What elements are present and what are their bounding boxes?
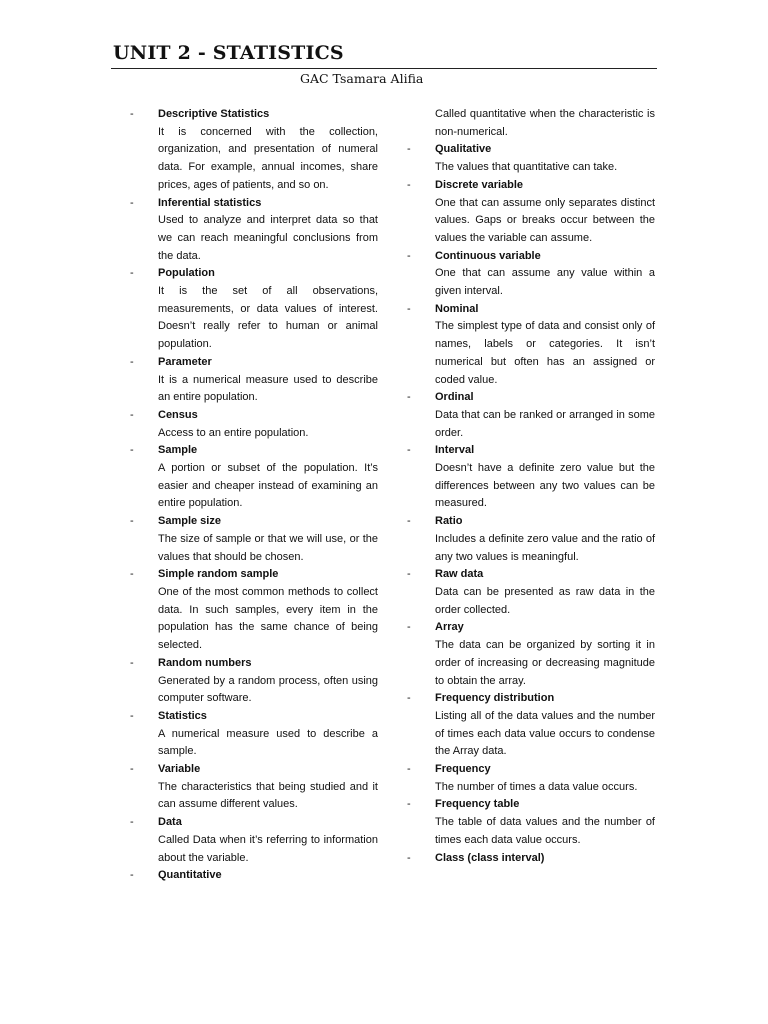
left-glossary-list (130, 106, 378, 885)
bullet-dash: - (407, 851, 411, 864)
glossary-entry (407, 141, 655, 176)
glossary-entry (130, 513, 378, 566)
glossary-entry (130, 407, 378, 442)
glossary-term: Sample (158, 444, 198, 457)
glossary-definition: It is concerned with the collection, organization, and presentation of numeral data. For example, annual incomes, share prices, ages of patients, and so on. (158, 125, 378, 191)
glossary-entry (130, 708, 378, 761)
bullet-dash: - (407, 143, 411, 156)
bullet-dash: - (130, 196, 134, 209)
glossary-term: Variable (158, 763, 201, 776)
glossary-entry (130, 195, 378, 266)
bullet-dash: - (130, 656, 134, 669)
bullet-dash: - (130, 408, 134, 421)
glossary-definition: Includes a definite zero value and the ratio of any two values is meaningful. (435, 532, 655, 563)
glossary-term: Nominal (435, 302, 479, 315)
glossary-entry (130, 265, 378, 354)
glossary-term: Qualitative (435, 143, 492, 156)
glossary-term: Ratio (435, 515, 463, 528)
glossary-definition: A numerical measure used to describe a sample. (158, 727, 378, 758)
glossary-entry (407, 301, 655, 390)
glossary-entry (130, 761, 378, 814)
glossary-entry (407, 248, 655, 301)
left-column (130, 106, 378, 885)
bullet-dash: - (130, 444, 134, 457)
glossary-definition: A portion or subset of the population. It’s easier and cheaper instead of examining an entire population. (158, 462, 378, 510)
glossary-term: Census (158, 408, 198, 421)
glossary-entry (130, 566, 378, 655)
title-divider (111, 68, 657, 69)
bullet-dash: - (130, 108, 134, 120)
glossary-entry (407, 690, 655, 761)
glossary-term: Simple random sample (158, 568, 279, 581)
glossary-term: Continuous variable (435, 249, 541, 262)
glossary-entry (407, 389, 655, 442)
continued-definition: Called quantitative when the characteristic is non-numerical. (435, 108, 655, 138)
bullet-dash: - (407, 178, 411, 191)
glossary-definition: Data that can be ranked or arranged in some order. (435, 408, 655, 439)
bullet-dash: - (130, 515, 134, 528)
bullet-dash: - (130, 709, 134, 722)
bullet-dash: - (130, 355, 134, 368)
glossary-definition: Data can be presented as raw data in the order collected. (435, 585, 655, 616)
glossary-term: Class (class interval) (435, 851, 545, 864)
glossary-entry (407, 761, 655, 796)
glossary-term: Frequency distribution (435, 692, 555, 705)
author-name: GAC Tsamara Alifia (300, 71, 424, 86)
glossary-entry (130, 442, 378, 513)
bullet-dash: - (130, 267, 134, 280)
bullet-dash: - (407, 692, 411, 705)
glossary-entry (407, 850, 655, 868)
glossary-term: Data (158, 816, 182, 829)
glossary-definition: Doesn’t have a definite zero value but the differences between any two values can be measured. (435, 462, 655, 510)
glossary-term: Population (158, 267, 215, 280)
bullet-dash: - (130, 869, 134, 882)
glossary-entry (130, 814, 378, 867)
bullet-dash: - (407, 621, 411, 634)
glossary-entry (407, 566, 655, 619)
glossary-term: Parameter (158, 355, 212, 368)
glossary-definition: The table of data values and the number of times each data value occurs. (435, 816, 655, 846)
glossary-entry (407, 177, 655, 248)
glossary-definition: The data can be organized by sorting it in order of increasing or decreasing magnitude to obtain the array. (435, 639, 655, 687)
bullet-dash: - (130, 816, 134, 829)
glossary-term: Statistics (158, 709, 207, 722)
glossary-definition: Listing all of the data values and the number of times each data value occurs to condense the Array data. (435, 709, 655, 758)
glossary-term: Frequency table (435, 798, 520, 811)
glossary-entry (407, 513, 655, 566)
glossary-definition: The number of times a data value occurs. (435, 780, 638, 793)
glossary-term: Discrete variable (435, 178, 524, 191)
glossary-term: Ordinal (435, 391, 474, 404)
glossary-definition: One that can assume only separates distinct values. Gaps or breaks occur between the values the variable can assume. (435, 196, 655, 244)
glossary-entry (130, 867, 378, 885)
glossary-definition: Called Data when it’s referring to information about the variable. (158, 833, 378, 864)
bullet-dash: - (407, 302, 411, 315)
glossary-entry (407, 442, 655, 513)
glossary-entry (407, 796, 655, 849)
bullet-dash: - (407, 444, 411, 457)
right-column (407, 106, 655, 867)
bullet-dash: - (407, 763, 411, 776)
glossary-entry (407, 619, 655, 690)
glossary-definition: The simplest type of data and consist only of names, labels or categories. It isn’t numerical but often has an assigned or coded value. (435, 320, 655, 386)
glossary-term: Frequency (435, 763, 491, 776)
bullet-dash: - (407, 798, 411, 811)
bullet-dash: - (407, 391, 411, 404)
glossary-term: Interval (435, 444, 475, 457)
bullet-dash: - (130, 568, 134, 581)
glossary-definition: Generated by a random process, often using computer software. (158, 674, 378, 705)
page-title: UNIT 2 - STATISTICS (113, 42, 344, 64)
glossary-term: Descriptive Statistics (158, 108, 270, 120)
glossary-entry (130, 106, 378, 195)
glossary-term: Array (435, 621, 464, 634)
bullet-dash: - (407, 515, 411, 528)
glossary-definition: One of the most common methods to collect data. In such samples, every item in the population has the same chance of being selected. (158, 585, 378, 652)
bullet-dash: - (407, 568, 411, 581)
glossary-definition: One that can assume any value within a given interval. (435, 267, 655, 298)
bullet-dash: - (407, 249, 411, 262)
glossary-definition: The characteristics that being studied and it can assume different values. (158, 780, 378, 811)
glossary-definition: Access to an entire population. (158, 426, 309, 439)
glossary-term: Raw data (435, 568, 484, 581)
glossary-definition: It is a numerical measure used to describe an entire population. (158, 373, 378, 404)
glossary-term: Inferential statistics (158, 196, 262, 209)
glossary-definition: The values that quantitative can take. (435, 161, 618, 174)
glossary-term: Random numbers (158, 656, 252, 669)
glossary-entry (130, 655, 378, 708)
glossary-term: Sample size (158, 515, 221, 528)
glossary-definition: Used to analyze and interpret data so that we can reach meaningful conclusions from the data. (158, 214, 378, 262)
glossary-entry (130, 354, 378, 407)
glossary-term: Quantitative (158, 869, 222, 882)
glossary-definition: It is the set of all observations, measurements, or data values of interest. Doesn’t really refer to human or animal population. (158, 285, 378, 351)
right-glossary-list (407, 141, 655, 867)
bullet-dash: - (130, 763, 134, 776)
glossary-definition: The size of sample or that we will use, or the values that should be chosen. (158, 532, 378, 563)
